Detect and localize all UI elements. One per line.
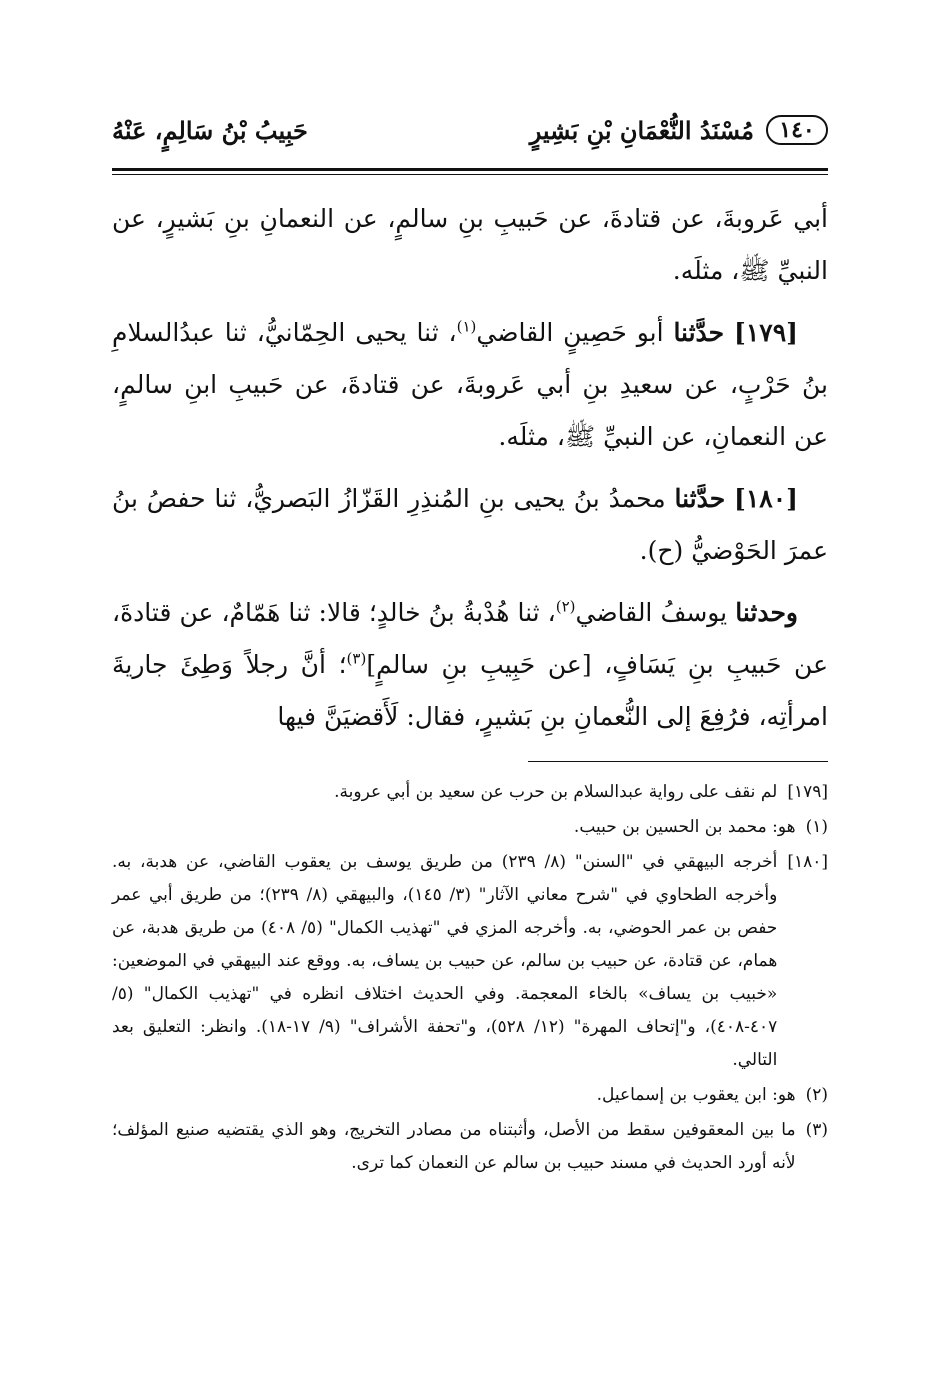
footnote (112, 846, 828, 1077)
header-rule-thin (112, 174, 828, 175)
hadith-180 (112, 473, 828, 577)
matn-text: ؛ أنَّ رجلاً وَطِئَ جاريةَ امرأتِه، فرُفِعَ إلى النُّعمانِ بنِ بَشيرٍ، فقال: لَأَقضيَنَّ فيها (112, 650, 828, 731)
footnote (112, 776, 828, 809)
footnote-marker: (٣) (805, 1120, 828, 1140)
running-header (112, 100, 828, 160)
hadith-179 (112, 307, 828, 463)
hadith-number: [١٧٩] (734, 318, 798, 347)
paragraph-continuation (112, 193, 828, 297)
footnote (112, 1079, 828, 1112)
hadith-number: [١٨٠] (734, 484, 798, 513)
header-rule (112, 168, 828, 171)
header-right (530, 115, 828, 145)
footnote-marker: [١٨٠] (787, 852, 828, 872)
footnote-text: هو: محمد بن الحسين بن حبيب. (573, 817, 796, 837)
haddathana: حدَّثنا (673, 318, 725, 347)
haddathana: حدَّثنا (674, 484, 726, 513)
narrator-text: أبو حَصِينٍ القاضي (476, 318, 664, 347)
footnote-marker: [١٧٩] (787, 782, 828, 802)
book-page (112, 100, 828, 1280)
footnote-text: لم نقف على رواية عبدالسلام بن حرب عن سعيد بن أبي عروبة. (334, 782, 778, 802)
footnote (112, 1114, 828, 1180)
isnad-text: ، ثنا يحيى الحِمّانيُّ، ثنا عبدُالسلامِ بنُ حَرْبٍ، عن سعيدِ بنِ أبي عَروبةَ، عن قتادةَ، عن حَبيبِ ابنِ سالمٍ، عن النعمانِ، عن النبيِّ ﷺ، مثلَه. (112, 318, 828, 451)
footnote-separator (528, 761, 828, 762)
footnote-text: هو: ابن يعقوب بن إسماعيل. (596, 1085, 796, 1105)
main-text (112, 193, 828, 743)
section-title: حَبِيبُ بْنُ سَالِمٍ، عَنْهُ (112, 115, 308, 145)
hadith-180-continued (112, 587, 828, 743)
footnote-ref: (١) (456, 317, 477, 336)
footnote-marker: (٢) (805, 1085, 828, 1105)
footnote-ref: (٣) (346, 649, 367, 668)
footnote (112, 811, 828, 844)
footnote-marker: (١) (805, 817, 828, 837)
isnad-text: ، ثنا هُدْبةُ بنُ خالدٍ؛ قالا: ثنا هَمّامٌ، عن قتادةَ، عن حَبيبِ بنِ يَسَافٍ، [عن حَبِيبِ بنِ سالمٍ] (112, 598, 829, 679)
wahaddathana: وحدثنا (735, 598, 798, 627)
isnad-text: محمدُ بنُ يحيى بنِ المُنذِرِ القَزّازُ البَصريُّ، ثنا حفصُ بنُ عمرَ الحَوْضيُّ (ح). (112, 484, 828, 565)
page-number: ١٤٠ (766, 115, 828, 145)
footnotes (112, 776, 828, 1180)
footnote-text: ما بين المعقوفين سقط من الأصل، وأثبتناه من مصادر التخريج، وهو الذي يقتضيه صنيع المؤلف؛ لأنه أورد الحديث في مسند حبيب بن سالم عن النعمان كما ترى. (112, 1120, 796, 1173)
narrator-text: يوسفُ القاضي (575, 598, 728, 627)
footnote-ref: (٢) (555, 597, 576, 616)
paragraph-text: أبي عَروبةَ، عن قتادةَ، عن حَبيبِ بنِ سالمٍ، عن النعمانِ بنِ بَشيرٍ، عن النبيِّ ﷺ، مثلَه. (112, 204, 828, 285)
running-title: مُسْنَدُ النُّعْمَانِ بْنِ بَشِيرٍ (529, 115, 754, 145)
footnote-text: أخرجه البيهقي في "السنن" (٨/ ٢٣٩) من طريق يوسف بن يعقوب القاضي، عن هدبة، به. وأخرجه الطحاوي في "شرح معاني الآثار" (٣/ ١٤٥)، والبيهقي (٨/ ٢٣٩)؛ من طريق أبي عمر حفص بن عمر الحوضي، به. وأخرجه المزي في "تهذيب الكمال" (٥/ ٤٠٨) من طريق هدبة، عن همام، عن قتادة، عن حبيب بن سالم، عن حبيب بن يساف، به. ووقع عند البيهقي في الموضعين: «خبيب بن يساف» بالخاء المعجمة. وفي الحديث اختلاف انظره في "تهذيب الكمال" (٥/ ٤٠٧-٤٠٨)، و"إتحاف المهرة" (١٢/ ٥٢٨)، و"تحفة الأشراف" (٩/ ١٧-١٨). وانظر: التعليق بعد التالي. (112, 852, 778, 1070)
